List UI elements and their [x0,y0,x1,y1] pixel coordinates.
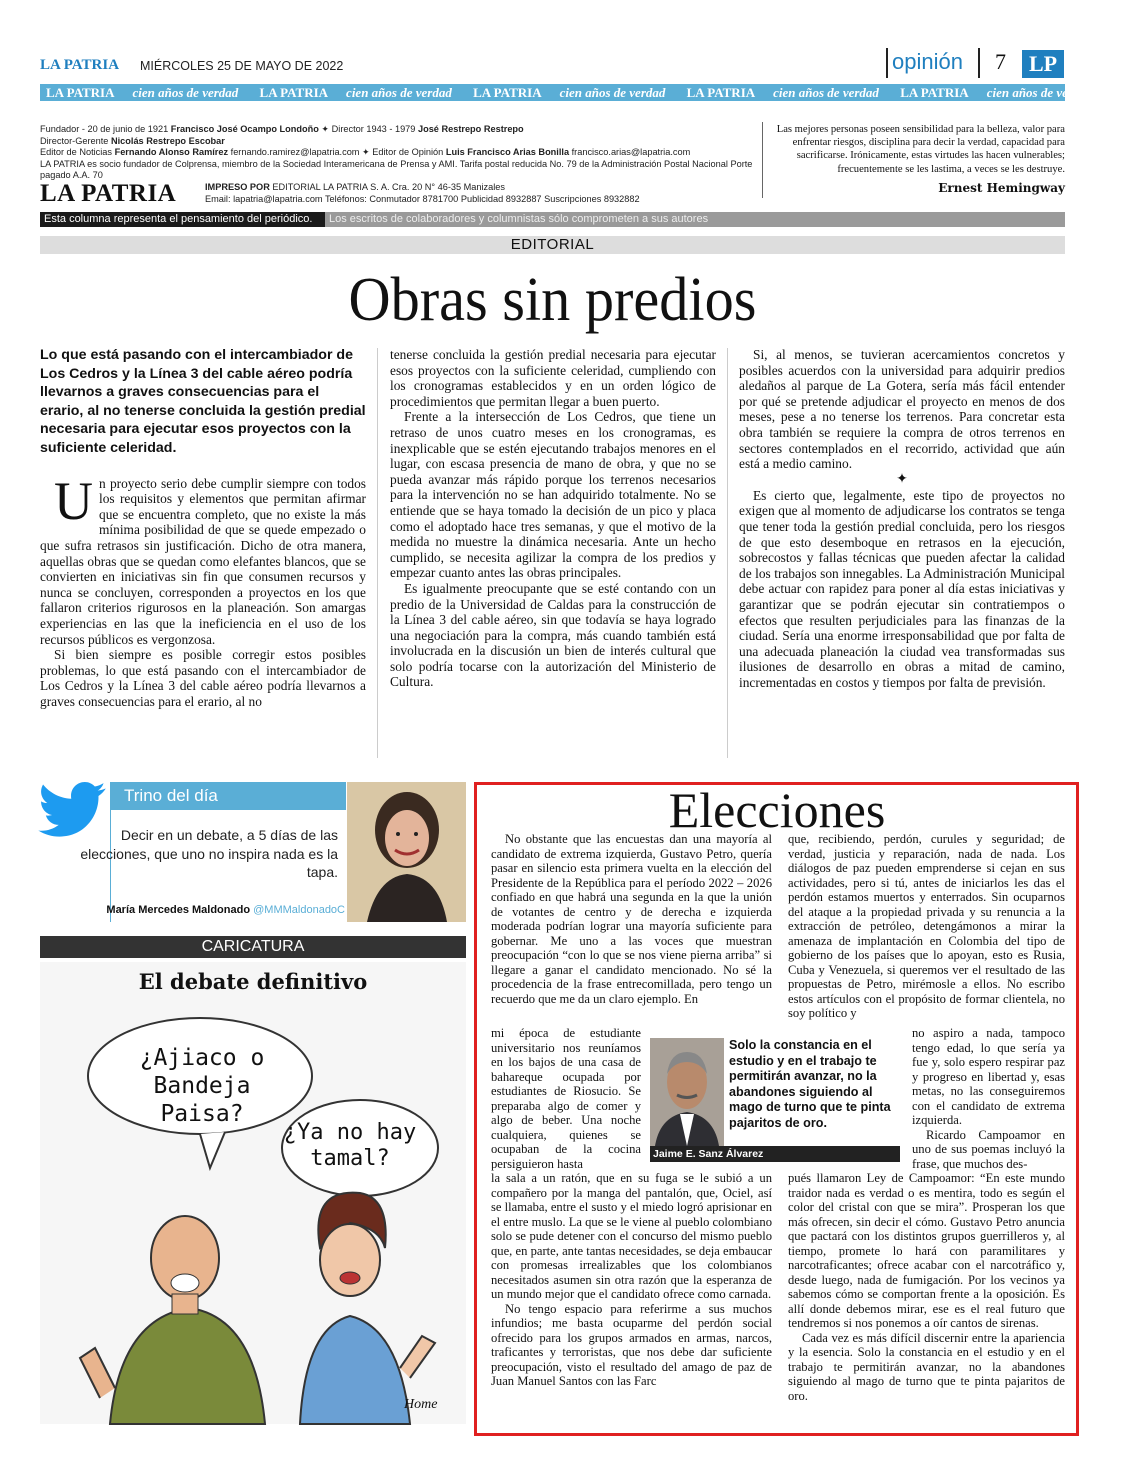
cartoon-panel [40,962,466,1424]
divider [978,48,980,78]
caricatura-label: CARICATURA [40,936,466,958]
diamond-icon: ✦ [896,471,908,487]
column-col-2-bottom: pués llamaron Ley de Campoamor: “En este mundo traidor nada es verdad o es mentira, todo es según el color del cristal con que se mira”. Prosperan los que más ofrecen, sin decir el cómo. Gustavo Petro anuncia que pactará con los distintos grupos guerrilleros y, al tiempo, promete lo hará con paramilitares y narcotraficantes; ofrece acabar con el narcotráfico y, desde luego, nada de fumigación. Por los vecinos ya sabemos cómo se comportan frente a la oposición. Es allí donde debemos mirar, ese es el real futuro que tendremos si nos ponemos a oír cantos de sirenas. Cada vez es más difícil discernir entre la apariencia y la esencia. Solo la constancia en el estudio y en el trabajo te permitirán avanzar, no la abandones siguiendo al mago de turno que te pinta pajaritos de oro. [788,1171,1065,1403]
cartoon-bubble-1: ¿Ajiaco o Bandeja Paisa? [139,1045,265,1127]
divider [762,122,763,198]
column-col-1-narrow: mi época de estudiante universitario nos reuníamos en los bajos de una casa de bahareque ocupada por estudiantes de Riosucio. Se preparaba algo de comer y algo de beber. Una noche cualquiera, quienes se ocupaban de la cocina persiguieron hasta [491,1026,641,1171]
page-number: 7 [995,49,1006,74]
masthead-address: IMPRESO POR EDITORIAL LA PATRIA S. A. Cra. 20 N° 46-35 Manizales Email: lapatria@lapatria.com Teléfonos: Conmutador 8781700 Publicidad 8932887 Suscripciones 8932882 [205,182,640,204]
divider [886,48,888,78]
pull-quote: Solo la constancia en el estudio y en el trabajo te permitirán avanzar, no la abandones siguiendo al mago de turno que te pinta pajaritos de oro. [729,1038,891,1130]
columnist-photo [650,1038,724,1146]
bar-left: Esta columna representa el pensamiento del periódico. [40,212,325,227]
bar-right: Los escritos de colaboradores y columnistas sólo comprometen a sus autores [325,212,1065,227]
section-name: opinión [892,49,963,74]
editorial-col-3: Si, al menos, se tuvieran acercamientos concretos y posibles acuerdos con la universidad para adquirir predios aledaños al parque de La Gotera, sería más fácil entender por qué se pretende adjudicar el proyecto en menos de dos meses, pese a no tenerse los terrenos. Para concretar esta obra también se requiere la compra de otros terrenos en sectores contemplados en el recorrido, actividad que aún está a medio camino. ✦ Es cierto que, legalmente, este tipo de proyectos no exigen que al momento de adjudicarse los contratos se tenga que tener toda la gestión predial concluida, pero los riesgos de que esto desemboque en retrasos en la ejecución, sobrecostos y fallas técnicas que pueden afectar la calidad de los trabajos son innegables. La Administración Municipal debe actuar con rapidez para poner al día estas iniciativas y garantizar que se podrán ejecutar sin contratiempos o efectos que resulten perjudiciales para las finanzas de la ciudad. Sería una enorme irresponsabilidad que por falta de una adecuada planeación la ciudad vea transformadas sus ilusiones de desarrollo en obras a mitad de camino, incrementadas en costos y tiempos por falta de previsión. [739,347,1065,690]
divider [377,348,378,758]
dropcap: U [54,470,93,531]
author-photo [347,782,466,922]
editorial-title: Obras sin predios [348,266,757,334]
columnist-name: Jaime E. Sanz Álvarez [650,1146,900,1162]
trino-label: Trino del día [110,782,346,810]
trino-author: María Mercedes Maldonado @MMMaldonadoC [106,904,345,916]
lp-logo: LP [1022,50,1064,78]
cartoon-signature: Home [404,1397,438,1412]
trino-text: Decir en un debate, a 5 días de las elecciones, que uno no inspira nada es la tapa. [80,827,338,880]
column-col-1: No obstante que las encuestas dan una mayoría al candidato de extrema izquierda, Gustavo Petro, quería pasar en silencio esta primera vuelta en la elección del Presidente de la República para el período 2022 – 2026 confiado en que habrá una segunda en la que la unión de votantes de centro y de derecha e izquierda moderada podrían lograr una mayoría suficiente para gobernar. Me uno a las voces que muestran preocupación “con lo que se nos viene pierna arriba” si llegare a ganar el candidato mencionado. No sé la procedencia de la frase entrecomillada, pero tengo un recuerdo que me da un claro ejemplo. En [491,832,772,1006]
editorial-col-2: tenerse concluida la gestión predial necesaria para ejecutar esos proyectos con la suficiente celeridad, cumpliendo con los cronogramas establecidos y en un orden lógico de procedimientos que permitan llegar a buen puerto. Frente a la intersección de Los Cedros, que tiene un retraso de unos cuatro meses en los cronogramas, es inexplicable que se estén ejecutando trabajos menores en el lugar, con escasa presencia de mano de obra, y que no se pueda avanzar más rápido porque los terrenos necesarios para la intervención no se han adquirido totalmente. No se entiende que se haya tomado la decisión de un pico y placa como el adoptado hace tres semanas, y que el motivo de la medida no muestre la dinámica necesaria. Ante un hecho cumplido, se necesita agilizar la compra de los predios y empezar cuanto antes las obras principales. Es igualmente preocupante que se esté contando con un predio de la Universidad de Caldas para la construcción de la Línea 3 del cable aéreo, sin que todavía se haya logrado una negociación para la compra, más cuando también está involucrada en la discusión un bien de interés cultural que solo podría tocarse con la autorización del Ministerio de Cultura. [390,347,716,690]
column-title: Elecciones [668,782,886,838]
header-brand: LA PATRIA [40,57,120,73]
cartoon-title: El debate definitivo [138,969,368,994]
cartoon-bubble-2: ¿Ya no hay tamal? [283,1120,417,1171]
header-date: MIÉRCOLES 25 DE MAYO DE 2022 [140,59,344,73]
quote-of-day: Las mejores personas poseen sensibilidad para la belleza, valor para enfrentar riesgos, disciplina para decir la verdad, capacidad para sacrificarse. Irónicamente, estas virtudes las hacen vulnerables; frecuentemente se les lastima, a veces se les destruye. [776,124,1065,175]
column-col-2-narrow: no aspiro a nada, tampoco tengo edad, lo que sería ya fue y, solo espero respirar paz y progreso en libertad y, esas metas, no las conseguiremos con el candidato de extrema izquierda. Ricardo Campoamor en uno de sus poemas incluyó la frase, que muchos des- [912,1026,1065,1171]
editorial-kicker: EDITORIAL [40,236,1065,254]
quote-author: Ernest Hemingway [938,181,1065,195]
masthead-logo: LA PATRIA [40,180,177,207]
column-col-2: que, recibiendo, perdón, curules y seguridad; de verdad, justicia y reparación, nada de nada. Los diálogos de paz pueden emprenderse si cejan en sus actividades, pero si tú, antes de iniciarlos les das el perdón estamos muertos y enterrados. Sin ocuparnos del ataque a la propiedad privada y su renuncia a la extracción de petróleo, detengámonos a mirar la amenaza de implantación en Colombia del tipo de gobierno de los países que lo apoyan, esto es Rusia, Cuba y Venezuela, si queremos ver el resultado de las propuestas de Petro, mirémosle a ellos. No escribo estos artículos con el propósito de formar clientela, no soy político y [788,832,1065,1020]
centenary-banner: LA PATRIA cien años de verdad LA PATRIA cien años de verdad LA PATRIA cien años de verdad LA PATRIA cien años de verdad LA PATRIA cien años de verdad [40,84,1065,101]
editorial-col-1: Lo que está pasando con el intercambiador de Los Cedros y la Línea 3 del cable aéreo podría llevarnos a graves consecuencias para el erario, al no tenerse concluida la gestión predial necesaria para ejecutar esos proyectos con la suficiente celeridad. U n proyecto serio debe cumplir siempre con todos los requisitos y elementos que permitan afirmar que se encuentra completo, que no existe la más mínima posibilidad de que se quede empezado o que sufra retrasos sin justificación. Dicho de otra manera, aquellas obras que se quedan como elefantes blancos, que se convierten en iniciativas sin fin que consumen recursos y nunca se concluyen, corresponden a proyectos en los que fallaron criterios rigurosos en la planeación. Son amargas experiencias en las que la ineficiencia en el uso de los recursos públicos es vergonzosa. Si bien siempre es posible corregir estos posibles problemas, lo que está pasando con el intercambiador de Los Cedros y la Línea 3 del cable aéreo podría llevarnos a graves consecuencias para el erario, al no [40,347,366,709]
editorial-lead: Lo que está pasando con el intercambiador de Los Cedros y la Línea 3 del cable aéreo podría llevarnos a graves consecuencias para el erario, al no tenerse concluida la gestión predial necesaria para ejecutar esos proyectos con la suficiente celeridad. [40,347,366,456]
masthead-credits: Fundador - 20 de junio de 1921 Francisco José Ocampo Londoño ✦ Director 1943 - 1979 José Restrepo Restrepo Director-Gerente Nicolás Restrepo Escobar Editor de Noticias Fernando Alonso Ramírez fernando.ramirez@lapatria.com ✦ Editor de Opinión Luis Francisco Arias Bonilla francisco.arias@lapatria.com LA PATRIA es socio fundador de Colprensa, miembro de la Sociedad Interamericana de Prensa y AMI. Tarifa postal reducida No. 79 de la Administración Postal Nacional Porte pagado A.A. 70 [40,124,753,180]
column-col-1-bottom: la sala a un ratón, que en su fuga se le subió a un compañero por la manga del pantalón, que, Ociel, así se llamaba, entre el susto y el miedo logró aprisionar en el entre muslo. La que se le viene al pueblo colombiano solo se pude detener con el concurso del mismo pueblo que, en parte, ante tantas necesidades, se deja embaucar con promesas irrealizables que los colombianos necesitados asumen sin otra razón que la esperanza de un mundo mejor que el candidato ofrece como carnada. No tengo espacio para referirme a sus muchos infundios; me basta ocuparme del perdón social ofrecido para los grupos armados en armas, narcos, traficantes y terroristas, que nos debe dar suficiente preocupación, visto el resultado del amago de paz de Juan Manuel Santos con las Farc [491,1171,772,1388]
divider [727,348,728,758]
